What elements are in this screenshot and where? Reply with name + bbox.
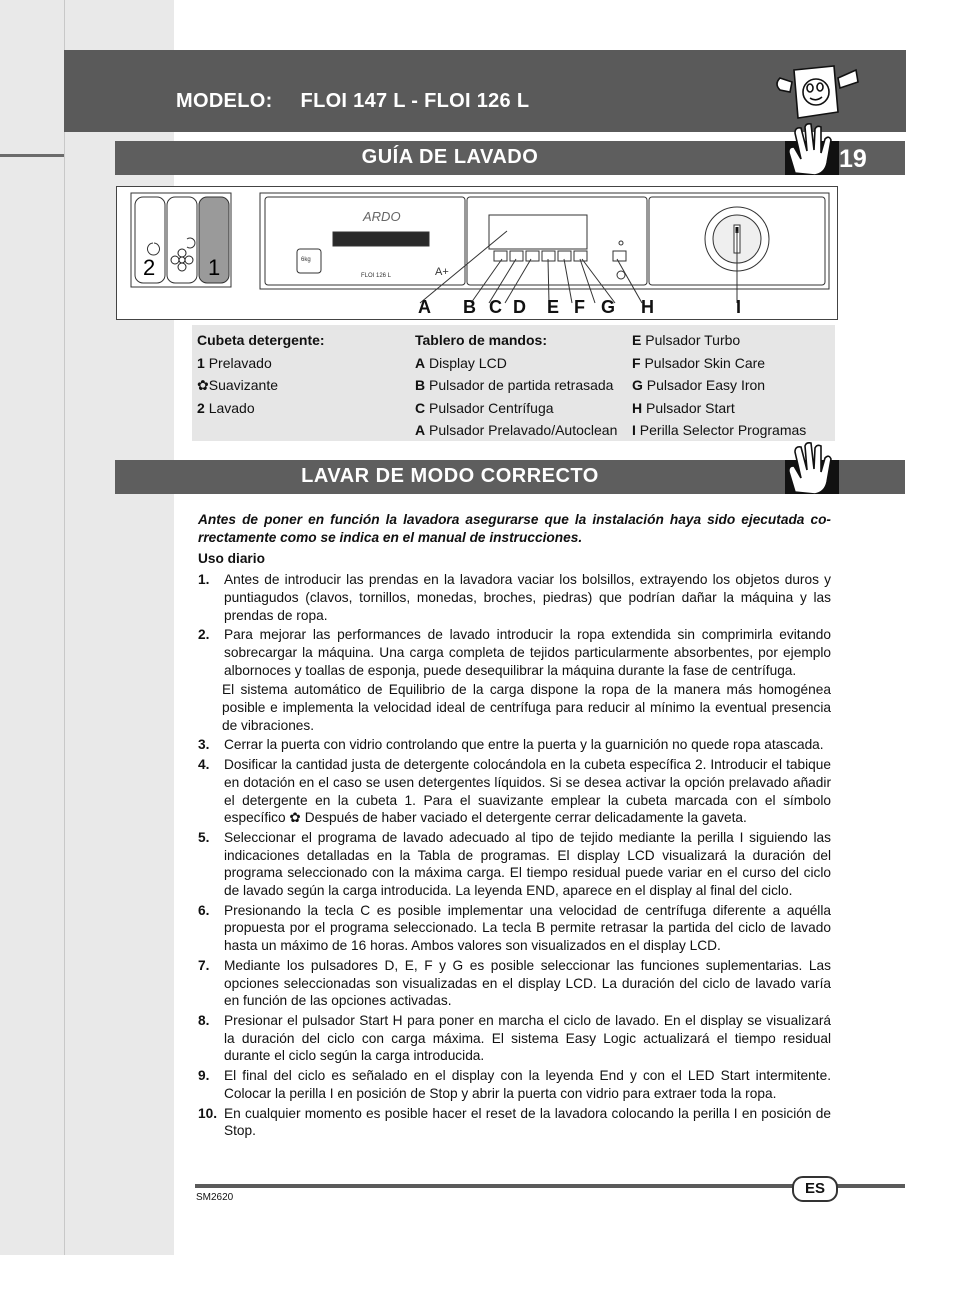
legend-drawer-title: Cubeta detergente: — [197, 332, 325, 348]
page-header — [64, 50, 906, 132]
list-item: 5. Seleccionar el programa de lavado adecuado al tipo de tejido mediante la perilla I siguiendo las indicaciones detalladas en la Tabla de programas. El display LCD visualizará la duración del programa seleccionado con la máxima carga. El tiempo residual puede variar en el curso del ciclo de lavado según la carga introducida. La leyenda END, aparece en el display al final del ciclo. — [198, 829, 831, 899]
legend-item: B Pulsador de partida retrasada — [415, 377, 614, 393]
legend-item: G Pulsador Easy Iron — [632, 377, 766, 393]
legend-col-controls — [415, 329, 617, 442]
hand-icon — [785, 442, 839, 494]
legend-item: A Pulsador Prelavado/Autoclean — [415, 422, 618, 438]
panel-energy-label: A+ — [435, 266, 449, 278]
left-margin-tick — [0, 154, 64, 157]
legend-item: ✿Suavizante — [197, 377, 279, 393]
legend-item: I Perilla Selector Programas — [632, 422, 807, 438]
list-item-continuation: El sistema automático de Equilibrio de la carga dispone la ropa de la manera más homogénea posible e implementa la velocidad ideal de centrífuga para reducir al mínimo la eventual presencia de vibraciones. — [222, 682, 831, 733]
legend-item: C Pulsador Centrífuga — [415, 399, 554, 416]
panel-brand: ARDO — [363, 209, 401, 224]
list-item: 4. Dosificar la cantidad justa de detergente colocándola en la cubeta específica 2. Introducir el tabique en dotación en el caso se usen detergentes líquidos. Si se desea activar la opción prelavado añadir el detergente en la cubeta 1. Para el suavizante emplear la cubeta marcada con el símbolo específico ✿ Después de haber vaciado el detergente cerrar delicadamente la gaveta. — [198, 757, 831, 826]
wash-section-bar — [115, 460, 905, 494]
washing-machine-mascot-icon — [772, 60, 862, 124]
header-title — [176, 90, 529, 113]
legend-item: 1 Prelavado — [197, 354, 272, 371]
control-panel-diagram — [116, 186, 838, 320]
header-model: FLOI 147 L - FLOI 126 L — [300, 90, 530, 112]
header-label: MODELO: — [176, 90, 273, 112]
panel-letter-f: F — [574, 297, 585, 317]
legend-item: F Pulsador Skin Care — [632, 354, 766, 371]
hand-icon — [785, 123, 839, 175]
list-item: 1. Antes de introducir las prendas en la lavadora vaciar los bolsillos, extrayendo los objetos duros y puntiagudos (clavos, tornillos, monedas, broches, piedras) que podrían dañar la máquina y las prendas de ropa. — [198, 572, 831, 623]
softener-flower-icon — [171, 249, 193, 271]
list-item: 3. Cerrar la puerta con vidrio controlando que entre la puerta y la guarnición no quede ropa atascada. — [198, 737, 824, 753]
list-item: 8. Presionar el pulsador Start H para poner en marcha el ciclo de lavado. En el display se visualizará la duración del ciclo con carga máxima. El sistema Easy Logic actualizará el tiempo residual durante el ciclo según la carga introducida. — [198, 1012, 831, 1064]
list-item: 10. En cualquier momento es posible hacer el reset de la lavadora colocando la perilla I en posición de Stop. — [198, 1105, 831, 1139]
panel-letter-h: H — [641, 297, 654, 317]
wash-section-title: LAVAR DE MODO CORRECTO — [301, 465, 599, 487]
panel-letter-d: D — [513, 297, 526, 317]
list-item: 9. El final del ciclo es señalado en el display con la leyenda End y con el LED Start intermitente. Colocar la perilla I en posición de Stop y abrir la puerta con vidrio para extraer toda la ropa. — [198, 1068, 831, 1101]
intro-paragraph: Antes de poner en función la lavadora asegurarse que la instalación haya sido ejecutada co-rrectamente como se indica en el manual de instrucciones. — [198, 512, 831, 545]
subheading: Uso diario — [198, 551, 265, 567]
panel-letter-i: I — [736, 297, 742, 317]
panel-letter-g: G — [601, 297, 616, 317]
panel-letter-c: C — [489, 297, 502, 317]
control-panel-drawing — [117, 187, 837, 319]
guide-section-bar — [115, 141, 905, 175]
legend-item: A Display LCD — [415, 354, 507, 371]
legend-box — [192, 325, 835, 441]
legend-item: 2 Lavado — [197, 399, 255, 416]
panel-letter-b: B — [463, 297, 476, 317]
panel-letter-a: A — [418, 297, 431, 317]
instructions-content — [198, 511, 831, 1142]
left-margin-line — [64, 0, 65, 1255]
panel-capacity-label: 6kg — [301, 257, 311, 263]
panel-model-label: FLOI 126 L — [361, 273, 392, 279]
legend-col-buttons — [632, 329, 806, 442]
page-number: 19 — [839, 145, 867, 173]
list-item: 2. Para mejorar las performances de lavado introducir la ropa extendida sin comprimirla evitando sobrecargar la máquina. Una carga completa de tejidos particularmente absorbentes, por ejemplo albornoces y toallas de esponja, puede desequilibrar la máquina durante la fase de centrífuga. — [198, 627, 831, 678]
legend-col-drawer — [197, 329, 325, 419]
list-item: 7. Mediante los pulsadores D, E, F y G es posible seleccionar las funciones suplementarias. Las opciones seleccionadas son visualizadas en el display LCD. La duración del ciclo de lavado varía en función de las opciones activadas. — [198, 957, 831, 1009]
softener-flower-icon: ✿ — [197, 377, 209, 393]
panel-letter-e: E — [547, 297, 560, 317]
legend-item: H Pulsador Start — [632, 399, 735, 416]
drawer-slot-2-label: 2 — [143, 255, 156, 280]
legend-item: E Pulsador Turbo — [632, 332, 741, 348]
guide-title: GUÍA DE LAVADO — [361, 146, 539, 168]
list-item: 6. Presionando la tecla C es posible implementar una velocidad de centrífuga diferente a aquélla propuesta por el programa seleccionado. La tecla B permite retrasar la partida del ciclo de lavado hasta un máximo de 16 horas. Ambos valores son visualizados en el display LCD. — [198, 902, 831, 954]
legend-controls-title: Tablero de mandos: — [415, 332, 547, 348]
drawer-slot-1-label: 1 — [208, 255, 221, 280]
document-code: SM2620 — [196, 1192, 234, 1203]
language-badge: ES — [792, 1176, 838, 1202]
